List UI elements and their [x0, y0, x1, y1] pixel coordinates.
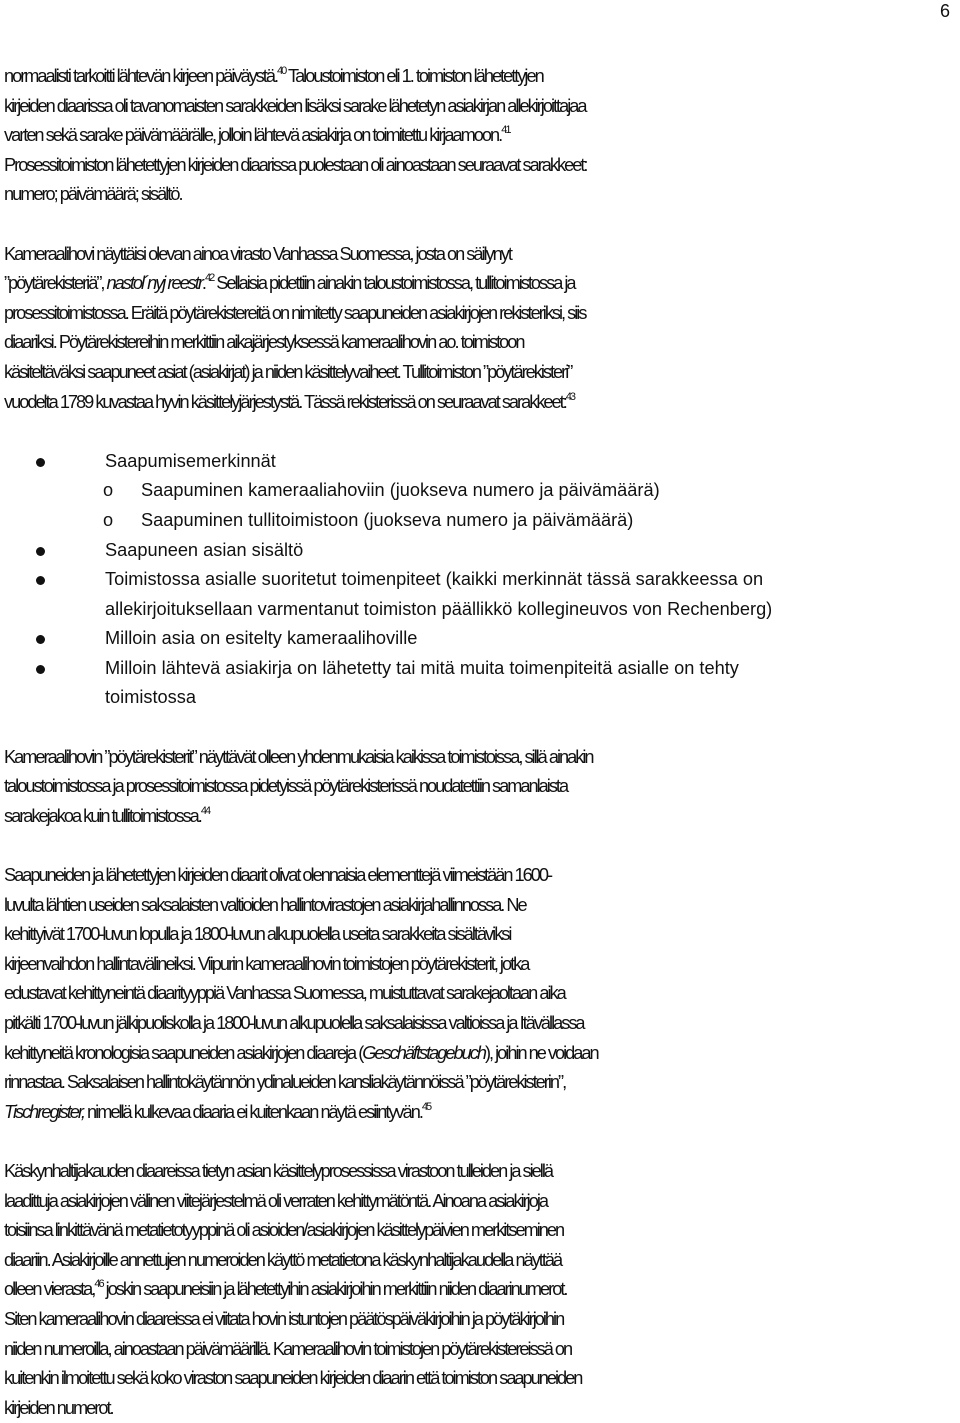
list-item-text: Saapumisemerkinnät [105, 450, 276, 471]
page-number: 6 [939, 1, 950, 21]
sub-list-item [4, 506, 958, 536]
list-item [4, 654, 958, 713]
text-line: kirjeiden numerot. [4, 1397, 113, 1418]
text-line: rinnastaa. Saksalaisen hallintokäytännön ydinalueiden kansliakäytännöissä ”pöytärekisterin”, [4, 1072, 566, 1093]
italic-term: nastol´nyj reestr [106, 273, 202, 294]
sub-bullet-icon: o [103, 480, 114, 501]
paragraph-2 [4, 240, 958, 418]
text-line: niiden numeroilla, ainoastaan päivämäärillä. Kameraalihovin toimistojen pöytärekistereissä on [4, 1338, 572, 1359]
text-line [4, 388, 958, 418]
list-item [4, 624, 958, 654]
list-item-text: Milloin lähtevä asiakirja on lähetetty tai mitä muita toimenpiteitä asialle on tehty [105, 657, 739, 678]
footnote-ref-44: 44 [200, 804, 210, 817]
text-line: Kameraalihovin ”pöytärekisterit” näyttävät olleen yhdenmukaisia kaikissa toimistoissa, sillä ainakin [4, 746, 593, 767]
text-run: kehittyneitä kronologisia saapuneiden asiakirjojen diaareja ( [4, 1042, 363, 1063]
footnote-ref-43: 43 [565, 390, 574, 403]
text-run: ”pöytärekisteriä”, [4, 273, 107, 294]
paragraph-4 [4, 861, 958, 1127]
text-run: . [201, 273, 205, 294]
footnote-ref-40: 40 [277, 65, 286, 77]
document-body [4, 62, 958, 1423]
text-run: olleen vierasta, [4, 1279, 95, 1300]
text-line: diaariin. Asiakirjoille annettujen numeroiden käyttö metatietona käskynhaltijakaudella näyttää [4, 1249, 562, 1270]
bullet-icon [36, 458, 45, 467]
sub-list-item-text: Saapuminen kameraaliahoviin (juokseva numero ja päivämäärä) [141, 480, 660, 501]
text-line: edustavat kehittyneintä diaarityyppiä Vanhassa Suomessa, muistuttavat sarakejaoltaan aika [4, 983, 565, 1004]
bullet-icon [36, 576, 45, 585]
text-run: varten sekä sarake päivämäärälle, jolloin lähtevä asiakirja on toimitettu kirjaamoon. [4, 125, 502, 146]
text-line: taloustoimistossa ja prosessitoimistossa pidetyissä pöytärekisterissä noudatettiin samanlaista [4, 776, 568, 797]
list-item [4, 447, 958, 477]
list-item [4, 536, 958, 566]
text-line: laadittuja asiakirjojen välinen viitejärjestelmä oli verraten kehittymätöntä. Ainoana asiakirjoja [4, 1190, 547, 1211]
footnote-ref-45: 45 [421, 1100, 431, 1113]
text-run: nimellä kulkevaa diaaria ei kuitenkaan näytä esiintyvän. [84, 1101, 422, 1122]
sub-list-item-text: Saapuminen tullitoimistoon (juokseva numero ja päivämäärä) [141, 509, 634, 530]
text-line [4, 121, 958, 151]
text-run: vuodelta 1789 kuvastaa hyvin käsittelyjärjestystä. Tässä rekisterissä on seuraavat sarakkeet: [4, 391, 566, 412]
list-item [4, 565, 958, 624]
bullet-icon [36, 665, 45, 674]
list-item-text: Saapuneen asian sisältö [105, 539, 304, 560]
text-line: kirjeiden diaarissa oli tavanomaisten sarakkeiden lisäksi sarake lähetetyn asiakirjan allekirjoittajaa [4, 95, 586, 116]
sub-bullet-icon: o [103, 509, 114, 530]
paragraph-3 [4, 743, 958, 832]
text-run: ), joihin ne voidaan [484, 1042, 598, 1063]
text-line [4, 802, 958, 832]
italic-term: Geschäftstagebuch [362, 1042, 485, 1063]
text-line: kehittyivät 1700-luvun lopulla ja 1800-luvun alkupuolella useita sarakkeita sisältäviksi [4, 924, 511, 945]
text-line: toisiinsa linkittävänä metatietotyyppinä oli asioiden/asiakirjojen käsittelypäivien merkitseminen [4, 1220, 564, 1241]
text-line: kuitenkin ilmoitettu sekä koko viraston saapuneiden kirjeiden diaarin että toimiston saapuneiden [4, 1368, 582, 1389]
text-line: Käskynhaltijakauden diaareissa tietyn asian käsittelyprosessissa virastoon tulleiden ja siellä [4, 1160, 552, 1181]
text-line: käsiteltäväksi saapuneet asiat (asiakirjat) ja niiden käsittelyvaiheet. Tullitoimiston ”pöytärekisteri” [4, 361, 572, 382]
text-run: Sellaisia pidettiin ainakin taloustoimistossa, tullitoimistossa ja [213, 273, 575, 294]
footnote-ref-46: 46 [94, 1278, 103, 1291]
footnote-ref-42: 42 [204, 272, 214, 285]
column-list [4, 447, 958, 713]
text-line: Kameraalihovi näyttäisi olevan ainoa virasto Vanhassa Suomessa, josta on säilynyt [4, 243, 511, 264]
list-item-text: Milloin asia on esitelty kameraalihoville [105, 628, 418, 649]
list-item-text: Toimistossa asialle suoritetut toimenpiteet (kaikki merkinnät tässä sarakkeessa on [105, 569, 764, 590]
text-run: normaalisti tarkoitti lähtevän kirjeen päiväystä. [4, 66, 277, 86]
text-run: Taloustoimiston eli 1. toimiston lähetettyjen [285, 66, 543, 86]
text-line: kirjeenvaihdon hallintavälineiksi. Viipurin kameraalihovin toimistojen pöytärekisterit, jotka [4, 953, 529, 974]
text-line: luvulta lähtien useiden saksalaisten valtioiden hallintovirastojen asiakirjahallinnossa. Ne [4, 894, 526, 915]
sub-list-item [4, 476, 958, 506]
text-run: joskin saapuneisiin ja lähetettyihin asiakirjoihin merkittiin niiden diaarinumerot. [102, 1279, 567, 1300]
paragraph-5 [4, 1157, 958, 1423]
list-item-text: allekirjoituksellaan varmentanut toimiston päällikkö kollegineuvos von Rechenberg) [105, 598, 773, 619]
text-line [4, 1098, 958, 1128]
paragraph-1 [4, 62, 958, 210]
text-run: sarakejakoa kuin tullitoimistossa. [4, 805, 201, 826]
text-line: pitkälti 1700-luvun jälkipuoliskolla ja 1800-luvun alkupuolella saksalaisissa valtioissa ja Itävällassa [4, 1013, 584, 1033]
text-line [4, 1039, 958, 1069]
text-line: numero; päivämäärä; sisältö. [4, 184, 182, 205]
text-line: Saapuneiden ja lähetettyjen kirjeiden diaarit olivat olennaisia elementtejä viimeistään 1600- [4, 865, 552, 886]
text-line: Siten kameraalihovin diaareissa ei viitata hovin istuntojen päätöspäiväkirjoihin ja pöytäkirjoihin [4, 1308, 564, 1329]
text-line [4, 62, 958, 92]
footnote-ref-41: 41 [501, 124, 510, 137]
bullet-icon [36, 635, 45, 644]
italic-term: Tischregister, [4, 1101, 84, 1122]
text-line [4, 1275, 958, 1305]
text-line [4, 269, 958, 299]
list-item-text: toimistossa [105, 687, 196, 708]
text-line: diaariksi. Pöytärekistereihin merkittiin aikajärjestyksessä kameraalihovin ao. toimistoon [4, 332, 524, 353]
text-line: prosessitoimistossa. Eräitä pöytärekistereitä on nimitetty saapuneiden asiakirjojen rekisteriksi, siis [4, 302, 586, 323]
text-line: Prosessitoimiston lähetettyjen kirjeiden diaarissa puolestaan oli ainoastaan seuraavat sarakkeet: [4, 154, 587, 175]
bullet-icon [36, 547, 45, 556]
